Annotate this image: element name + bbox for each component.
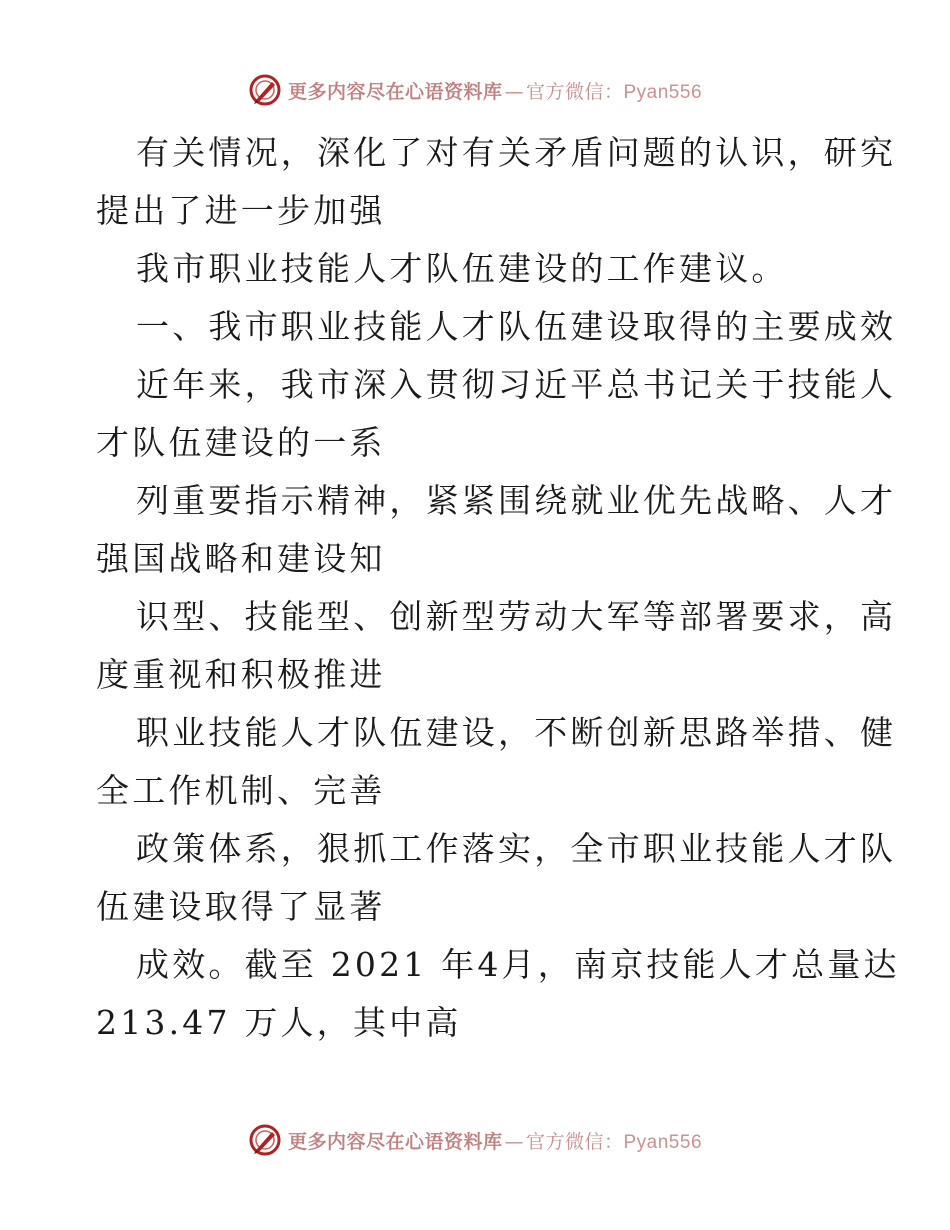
banner-text — [288, 1127, 702, 1154]
text-line: 提出了进一步加强 — [96, 191, 386, 230]
text-line: 才队伍建设的一系 — [96, 423, 386, 462]
text-line: 政策体系，狠抓工作落实，全市职业技能人才队 — [136, 829, 897, 868]
banner-wechat-id: Pyan556 — [623, 81, 703, 103]
banner-dash: — — [504, 80, 524, 103]
pen-circle-logo-icon — [248, 1123, 282, 1157]
header-banner — [0, 70, 950, 110]
pen-circle-logo-icon — [248, 73, 282, 107]
footer-banner — [0, 1120, 950, 1160]
text-line: 强国战略和建设知 — [96, 539, 386, 578]
banner-wechat-label: 官方微信： — [525, 80, 624, 103]
banner-wechat-label: 官方微信： — [525, 1130, 624, 1153]
text-line: 伍建设取得了显著 — [96, 887, 386, 926]
text-line: 列重要指示精神，紧紧围绕就业优先战略、人才 — [136, 481, 897, 520]
banner-wechat-id: Pyan556 — [623, 1131, 703, 1153]
text-line: 一、我市职业技能人才队伍建设取得的主要成效 — [136, 307, 897, 346]
banner-dash: — — [504, 1130, 524, 1153]
text-line: 我市职业技能人才队伍建设的工作建议。 — [136, 249, 788, 288]
text-line: 近年来，我市深入贯彻习近平总书记关于技能人 — [136, 365, 897, 404]
text-line: 成效。截至 2021 年4月，南京技能人才总量达 — [136, 945, 900, 984]
banner-brand: 更多内容尽在心语资料库 — [287, 1130, 503, 1153]
banner-text — [288, 77, 702, 104]
text-line: 全工作机制、完善 — [96, 771, 386, 810]
text-line: 213.47 万人，其中高 — [96, 1003, 462, 1042]
text-line: 识型、技能型、创新型劳动大军等部署要求，高 — [136, 597, 897, 636]
text-line: 有关情况，深化了对有关矛盾问题的认识，研究 — [136, 133, 897, 172]
banner-brand: 更多内容尽在心语资料库 — [287, 80, 503, 103]
text-line: 度重视和积极推进 — [96, 655, 386, 694]
document-body — [96, 124, 900, 1052]
text-line: 职业技能人才队伍建设，不断创新思路举措、健 — [136, 713, 897, 752]
